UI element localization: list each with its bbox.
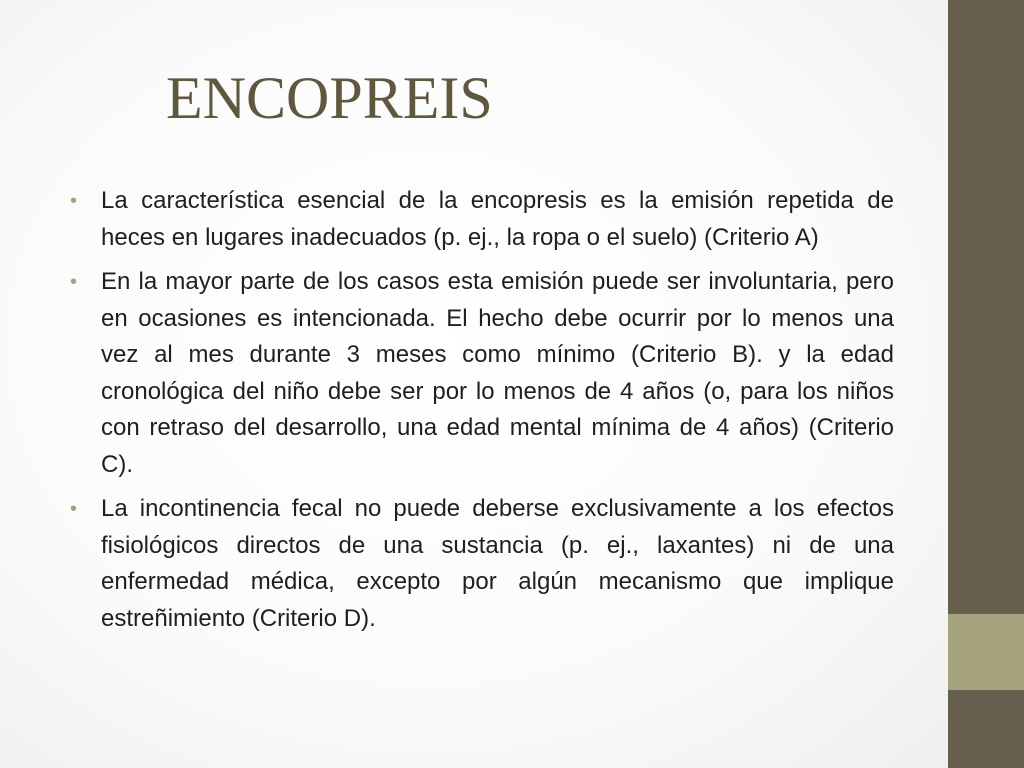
bullet-text: La incontinencia fecal no puede deberse exclusivamente a los efectos fisiológicos directos de una sustancia (p. ej., laxantes) ni de una enfermedad médica, excepto por algún mecanismo que implique estreñimiento (Criterio D). [101,495,894,632]
bullet-icon: • [70,190,78,212]
bullet-text: La característica esencial de la encopresis es la emisión repetida de heces en lugares inadecuados (p. ej., la ropa o el suelo) (Criterio A) [101,187,894,251]
bullet-icon: • [70,498,78,520]
bullet-item [70,183,894,256]
bullet-text: En la mayor parte de los casos esta emisión puede ser involuntaria, pero en ocasiones es intencionada. El hecho debe ocurrir por lo menos una vez al mes durante 3 meses como mínimo (Criterio B). y la edad cronológica del niño debe ser por lo menos de 4 años (o, para los niños con retraso del desarrollo, una edad mental mínima de 4 años) (Criterio C). [101,268,894,478]
slide-title: ENCOPREIS [166,65,493,131]
bullet-icon: • [70,271,78,293]
bullet-item [70,264,894,483]
bullet-list [70,183,894,645]
sidebar-accent-block [948,614,1024,690]
bullet-item [70,491,894,637]
